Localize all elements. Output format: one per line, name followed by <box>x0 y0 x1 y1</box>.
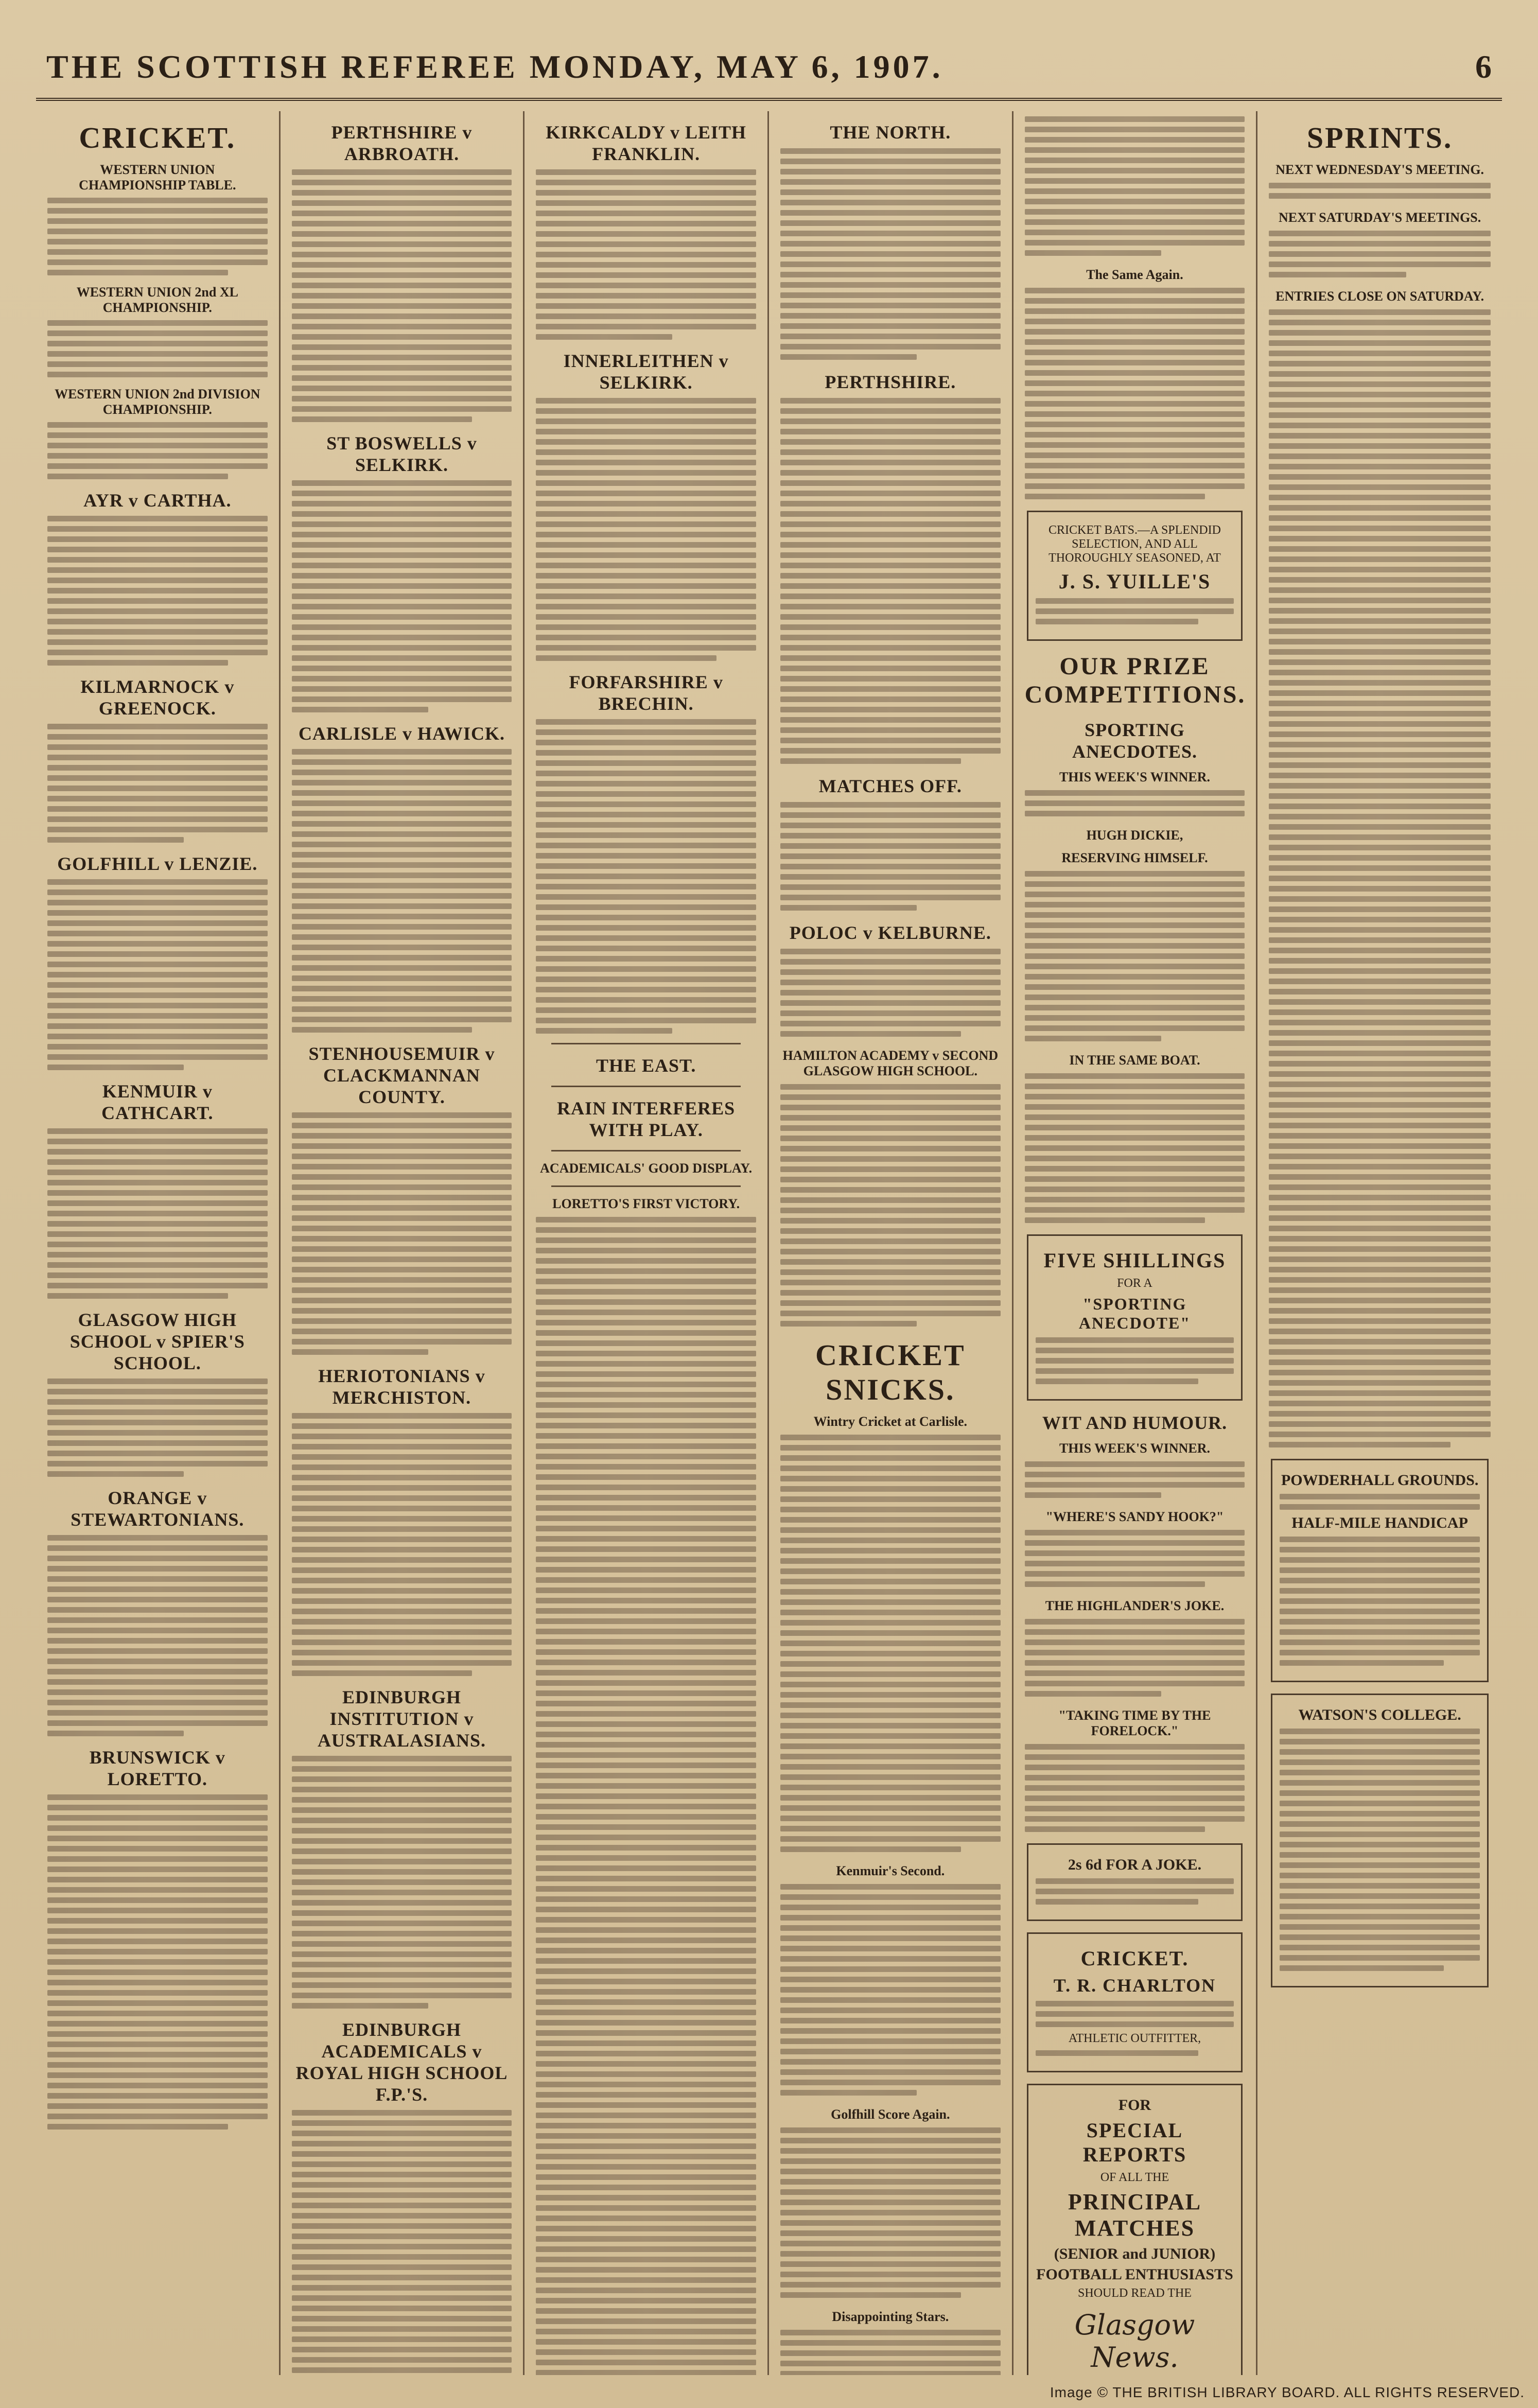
masthead: THE SCOTTISH REFEREE MONDAY, MAY 6, 1907. <box>46 48 943 85</box>
heading: THIS WEEK'S WINNER. <box>1059 1441 1211 1456</box>
advert-text: FOOTBALL ENTHUSIASTS <box>1036 2266 1233 2283</box>
heading: Wintry Cricket at Carlisle. <box>813 1414 968 1429</box>
advert-name: T. R. CHARLTON <box>1053 1975 1216 1996</box>
heading: THE NORTH. <box>830 122 951 143</box>
advert-text: ATHLETIC OUTFITTER, <box>1068 2032 1201 2045</box>
advert-five-shillings <box>1027 1234 1243 1401</box>
heading: The Same Again. <box>1086 267 1183 282</box>
heading: EDINBURGH ACADEMICALS v ROYAL HIGH SCHOOL F.P.'S. <box>295 2019 508 2105</box>
heading: GLASGOW HIGH SCHOOL v SPIER'S SCHOOL. <box>69 1310 245 1373</box>
advert-title: CRICKET. <box>1080 1947 1189 1970</box>
heading: IN THE SAME BOAT. <box>1069 1053 1200 1068</box>
heading: KIRKCALDY v LEITH FRANKLIN. <box>546 122 747 164</box>
heading: HERIOTONIANS v MERCHISTON. <box>318 1366 485 1408</box>
advert-title: "SPORTING ANECDOTE" <box>1078 1295 1191 1332</box>
heading: AYR v CARTHA. <box>83 490 232 511</box>
heading: KENMUIR v CATHCART. <box>101 1081 214 1123</box>
heading: NEXT SATURDAY'S MEETINGS. <box>1279 210 1481 225</box>
heading: STENHOUSEMUIR v CLACKMANNAN COUNTY. <box>308 1043 495 1107</box>
advert-title: WATSON'S COLLEGE. <box>1298 1706 1461 1723</box>
column-1 <box>36 111 281 2375</box>
table-block <box>47 198 268 275</box>
column-6 <box>1257 111 1502 2375</box>
heading: Disappointing Stars. <box>832 2309 949 2324</box>
heading: ENTRIES CLOSE ON SATURDAY. <box>1275 289 1484 304</box>
advert-name: J. S. YUILLE'S <box>1058 570 1211 593</box>
heading: "WHERE'S SANDY HOOK?" <box>1045 1509 1224 1524</box>
advert-watsons-college <box>1271 1694 1489 1987</box>
heading-prize-competitions: OUR PRIZE COMPETITIONS. <box>1024 653 1246 708</box>
heading: EDINBURGH INSTITUTION v AUSTRALASIANS. <box>317 1687 486 1751</box>
advert-text: CRICKET BATS.—A SPLENDID SELECTION, AND ALL THOROUGHLY SEASONED, AT <box>1048 524 1221 565</box>
advert-powderhall <box>1271 1459 1489 1682</box>
heading: HAMILTON ACADEMY v SECOND GLASGOW HIGH SCHOOL. <box>782 1048 999 1078</box>
advert-title: PRINCIPAL MATCHES <box>1068 2189 1202 2241</box>
section-title-cricket-snicks: CRICKET SNICKS. <box>815 1338 966 1406</box>
column-2 <box>281 111 525 2375</box>
heading: MATCHES OFF. <box>818 776 962 796</box>
heading: SPORTING ANECDOTES. <box>1072 720 1198 762</box>
heading: BRUNSWICK v LORETTO. <box>89 1747 225 1789</box>
section-title-cricket: CRICKET. <box>79 121 236 154</box>
column-5 <box>1013 111 1258 2375</box>
heading: ORANGE v STEWARTONIANS. <box>71 1488 244 1530</box>
heading: RESERVING HIMSELF. <box>1061 850 1208 865</box>
heading: ACADEMICALS' GOOD DISPLAY. <box>540 1161 753 1176</box>
advert-cricket-bats <box>1027 511 1243 641</box>
page-number: 6 <box>1475 48 1492 85</box>
advert-text: FOR <box>1118 2097 1151 2114</box>
heading: Kenmuir's Second. <box>836 1863 945 1878</box>
heading: INNERLEITHEN v SELKIRK. <box>563 351 729 393</box>
section-title-sprints: SPRINTS. <box>1306 121 1453 154</box>
column-3 <box>525 111 769 2375</box>
heading: GOLFHILL v LENZIE. <box>57 853 258 874</box>
heading: WESTERN UNION 2nd XL CHAMPIONSHIP. <box>76 285 238 315</box>
advert-newspaper-name: Glasgow News. <box>1074 2309 1195 2374</box>
masthead-bar <box>36 36 1502 101</box>
advert-title: SPECIAL REPORTS <box>1082 2119 1187 2166</box>
heading: WIT AND HUMOUR. <box>1042 1412 1228 1433</box>
heading: FORFARSHIRE v BRECHIN. <box>569 672 723 714</box>
heading: THIS WEEK'S WINNER. <box>1059 770 1211 784</box>
heading: "TAKING TIME BY THE FORELOCK." <box>1058 1708 1211 1738</box>
advert-text: FOR A <box>1117 1277 1152 1290</box>
advert-title: 2s 6d FOR A JOKE. <box>1068 1856 1202 1873</box>
heading: WESTERN UNION 2nd DIVISION CHAMPIONSHIP. <box>55 387 260 417</box>
copyright-watermark: Image © THE BRITISH LIBRARY BOARD. ALL RIGHTS RESERVED. <box>1050 2384 1525 2400</box>
heading: KILMARNOCK v GREENOCK. <box>80 676 235 719</box>
heading: ST BOSWELLS v SELKIRK. <box>326 433 477 475</box>
heading: PERTHSHIRE v ARBROATH. <box>331 122 473 164</box>
advert-text: (SENIOR and JUNIOR) <box>1054 2245 1216 2262</box>
heading: RAIN INTERFERES WITH PLAY. <box>557 1098 736 1140</box>
heading: POLOC v KELBURNE. <box>789 922 991 943</box>
heading: CARLISLE v HAWICK. <box>298 723 505 744</box>
heading: NEXT WEDNESDAY'S MEETING. <box>1275 162 1484 177</box>
heading: LORETTO'S FIRST VICTORY. <box>552 1196 740 1211</box>
advert-glasgow-news <box>1027 2084 1243 2375</box>
column-4 <box>769 111 1013 2375</box>
advert-title: POWDERHALL GROUNDS. <box>1281 1472 1479 1489</box>
advert-charlton <box>1027 1932 1243 2072</box>
advert-title: FIVE SHILLINGS <box>1043 1249 1226 1272</box>
winner-name: HUGH DICKIE, <box>1086 828 1183 843</box>
columns <box>36 111 1502 2375</box>
heading: PERTHSHIRE. <box>825 372 956 392</box>
heading: Golfhill Score Again. <box>831 2107 950 2122</box>
section-heading-east: THE EAST. <box>596 1055 696 1076</box>
advert-title: HALF-MILE HANDICAP <box>1291 1514 1468 1531</box>
heading: THE HIGHLANDER'S JOKE. <box>1045 1598 1225 1613</box>
advert-joke <box>1027 1843 1243 1921</box>
advert-text: SHOULD READ THE <box>1078 2287 1192 2300</box>
advert-text: OF ALL THE <box>1100 2171 1169 2184</box>
heading: WESTERN UNION CHAMPIONSHIP TABLE. <box>79 162 236 193</box>
